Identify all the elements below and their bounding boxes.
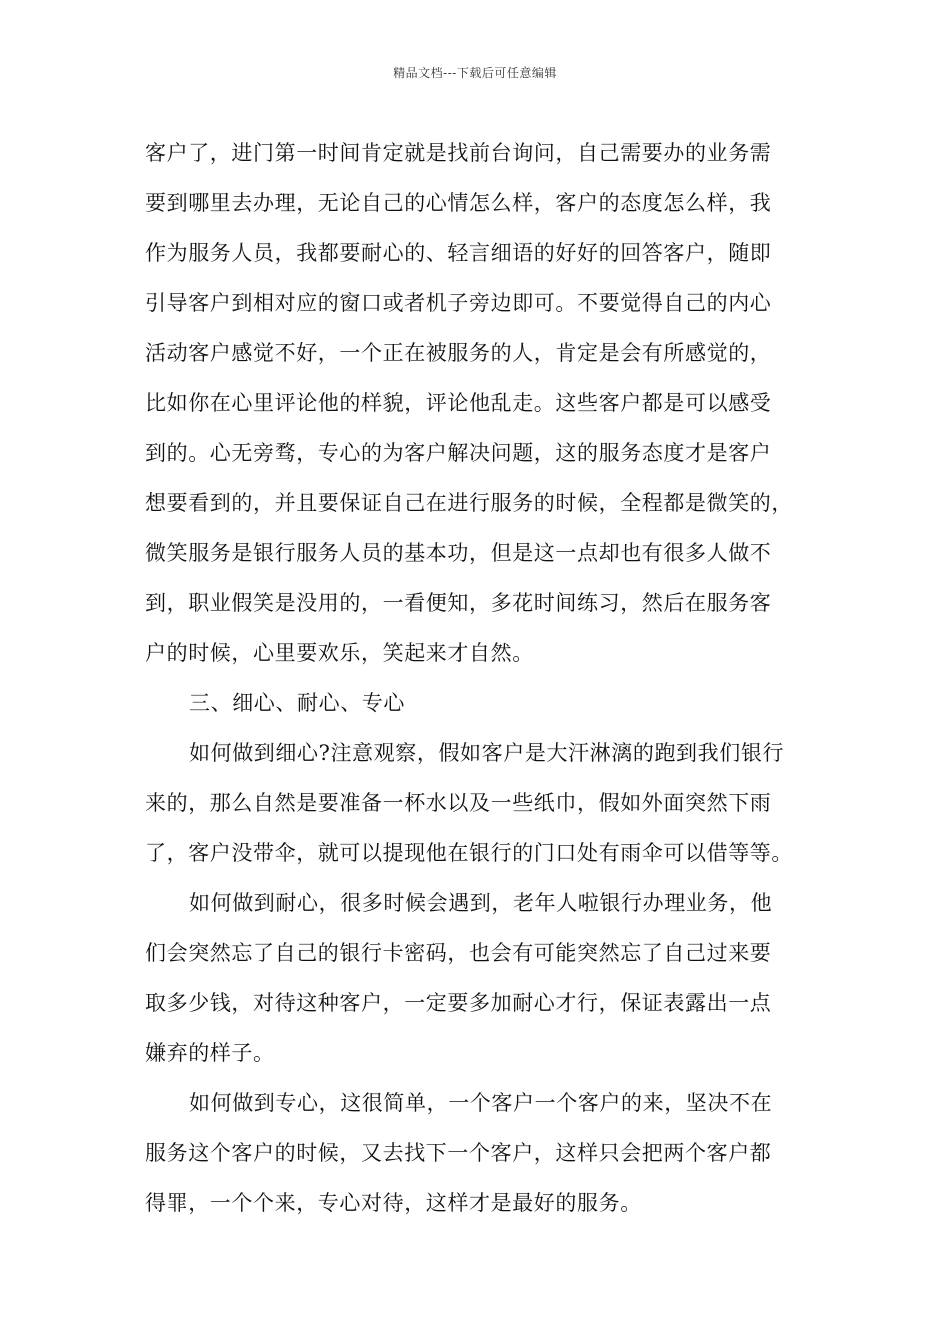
text-line: 户的时候，心里要欢乐，笑起来才自然。 (145, 641, 534, 665)
document-body (145, 128, 825, 1228)
text-line: 客户了，进门第一时间肯定就是找前台询问，自己需要办的业务需 (145, 141, 772, 165)
text-line: 嫌弃的样子。 (145, 1041, 275, 1065)
text-line: 到，职业假笑是没用的，一看便知，多花时间练习，然后在服务客 (145, 591, 772, 615)
page-header: 精品文档---下载后可任意编辑 (393, 66, 557, 80)
section-heading: 三、细心、耐心、专心 (189, 691, 405, 715)
text-line: 引导客户到相对应的窗口或者机子旁边即可。不要觉得自己的内心 (145, 291, 772, 315)
text-line: 微笑服务是银行服务人员的基本功，但是这一点却也有很多人做不 (145, 541, 772, 565)
text-line: 如何做到细心?注意观察，假如客户是大汗淋漓的跑到我们银行 (189, 741, 785, 765)
text-line: 如何做到耐心，很多时候会遇到，老年人啦银行办理业务，他 (189, 891, 773, 915)
text-line: 作为服务人员，我都要耐心的、轻言细语的好好的回答客户，随即 (145, 241, 772, 265)
text-line: 比如你在心里评论他的样貌，评论他乱走。这些客户都是可以感受 (145, 391, 772, 415)
text-line: 来的，那么自然是要准备一杯水以及一些纸巾，假如外面突然下雨 (145, 791, 772, 815)
text-line: 如何做到专心，这很简单，一个客户一个客户的来，坚决不在 (189, 1091, 773, 1115)
text-line: 了，客户没带伞，就可以提现他在银行的门口处有雨伞可以借等等。 (145, 841, 793, 865)
text-line: 服务这个客户的时候，又去找下一个客户，这样只会把两个客户都 (145, 1141, 772, 1165)
text-line: 们会突然忘了自己的银行卡密码，也会有可能突然忘了自己过来要 (145, 941, 772, 965)
text-line: 到的。心无旁骛，专心的为客户解决问题，这的服务态度才是客户 (145, 441, 772, 465)
text-line: 活动客户感觉不好，一个正在被服务的人，肯定是会有所感觉的， (145, 341, 772, 365)
text-line: 要到哪里去办理，无论自己的心情怎么样，客户的态度怎么样，我 (145, 191, 772, 215)
text-line: 想要看到的，并且要保证自己在进行服务的时候，全程都是微笑的， (145, 491, 793, 515)
text-line: 取多少钱，对待这种客户，一定要多加耐心才行，保证表露出一点 (145, 991, 772, 1015)
text-line: 得罪，一个个来，专心对待，这样才是最好的服务。 (145, 1191, 642, 1215)
